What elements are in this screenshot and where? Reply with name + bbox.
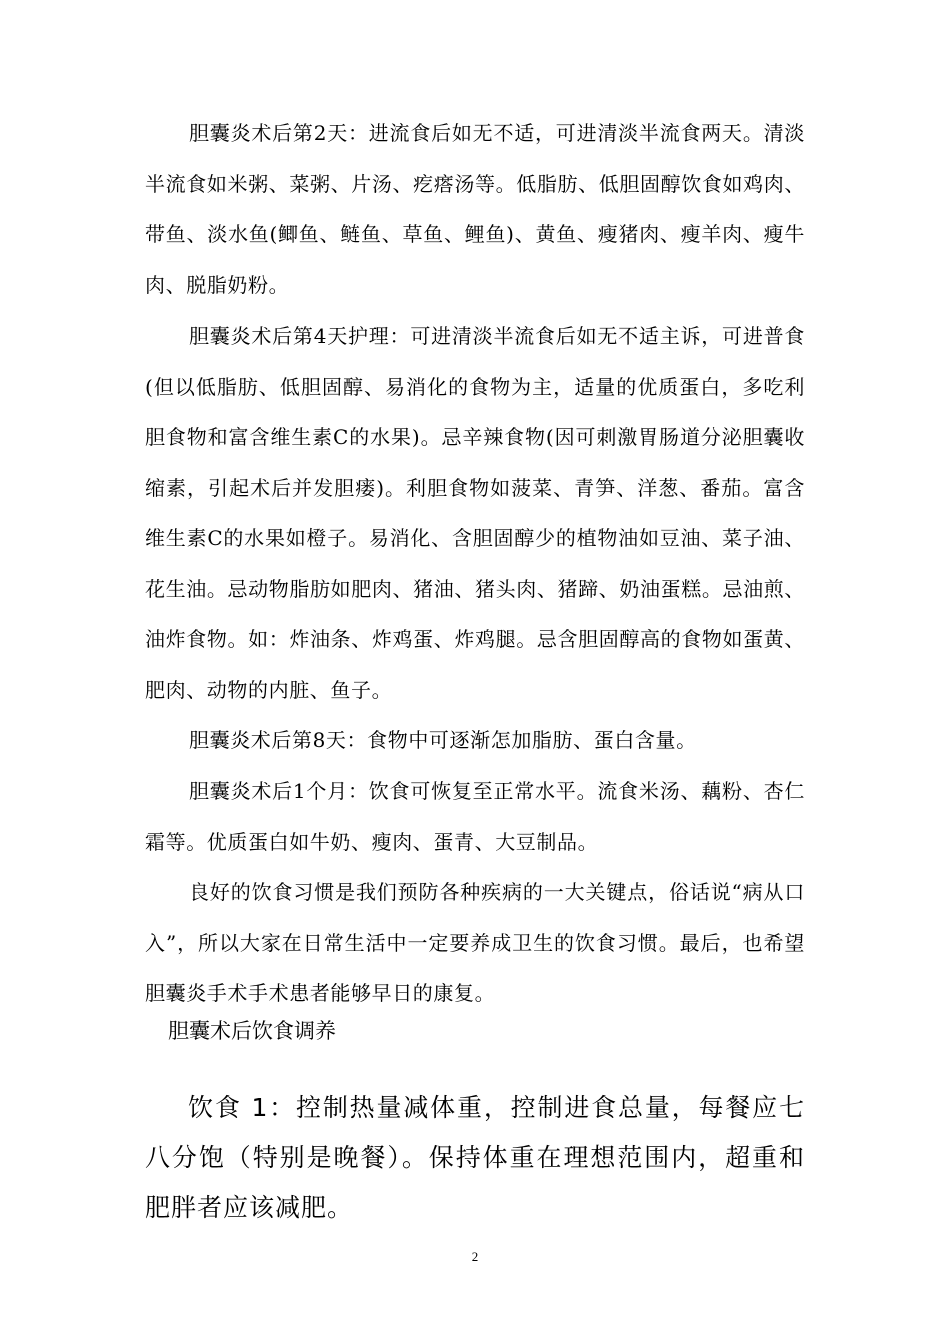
paragraph-day-2: 胆囊炎术后第2天：进流食后如无不适，可进清淡半流食两天。清淡半流食如米粥、菜粥、片汤、疙瘩汤等。低脂肪、低胆固醇饮食如鸡肉、带鱼、淡水鱼(鲫鱼、鲢鱼、草鱼、鲤鱼)、黄鱼、瘦猪肉、瘦羊肉、瘦牛肉、脱脂奶粉。 bbox=[145, 121, 805, 297]
paragraph-day-8: 胆囊炎术后第8天：食物中可逐渐怎加脂肪、蛋白含量。 bbox=[189, 728, 697, 752]
page-number: 2 bbox=[471, 1249, 479, 1264]
paragraph-conclusion: 良好的饮食习惯是我们预防各种疾病的一大关键点，俗话说“病从口入”，所以大家在日常生活中一定要养成卫生的饮食习惯。最后，也希望胆囊炎手术手术患者能够早日的康复。 bbox=[145, 880, 805, 1005]
section-heading: 胆囊术后饮食调养 bbox=[168, 1019, 336, 1043]
paragraph-day-4: 胆囊炎术后第4天护理：可进清淡半流食后如无不适主诉，可进普食(但以低脂肪、低胆固醇、易消化的食物为主，适量的优质蛋白，多吃利胆食物和富含维生素C的水果)。忌辛辣食物(因可刺激胃肠道分泌胆囊收缩素，引起术后并发胆瘘)。利胆食物如菠菜、青笋、洋葱、番茄。富含维生素C的水果如橙子。易消化、含胆固醇少的植物油如豆油、菜子油、花生油。忌动物脂肪如肥肉、猪油、猪头肉、猪蹄、奶油蛋糕。忌油煎、油炸食物。如：炸油条、炸鸡蛋、炸鸡腿。忌含胆固醇高的食物如蛋黄、肥肉、动物的内脏、鱼子。 bbox=[145, 324, 805, 702]
paragraph-month-1: 胆囊炎术后1个月：饮食可恢复至正常水平。流食米汤、藕粉、杏仁霜等。优质蛋白如牛奶、瘦肉、蛋青、大豆制品。 bbox=[145, 779, 805, 854]
diet-paragraph-1: 饮食 1：控制热量减体重，控制进食总量，每餐应七八分饱（特别是晚餐）。保持体重在理想范围内，超重和肥胖者应该减肥。 bbox=[145, 1093, 805, 1222]
